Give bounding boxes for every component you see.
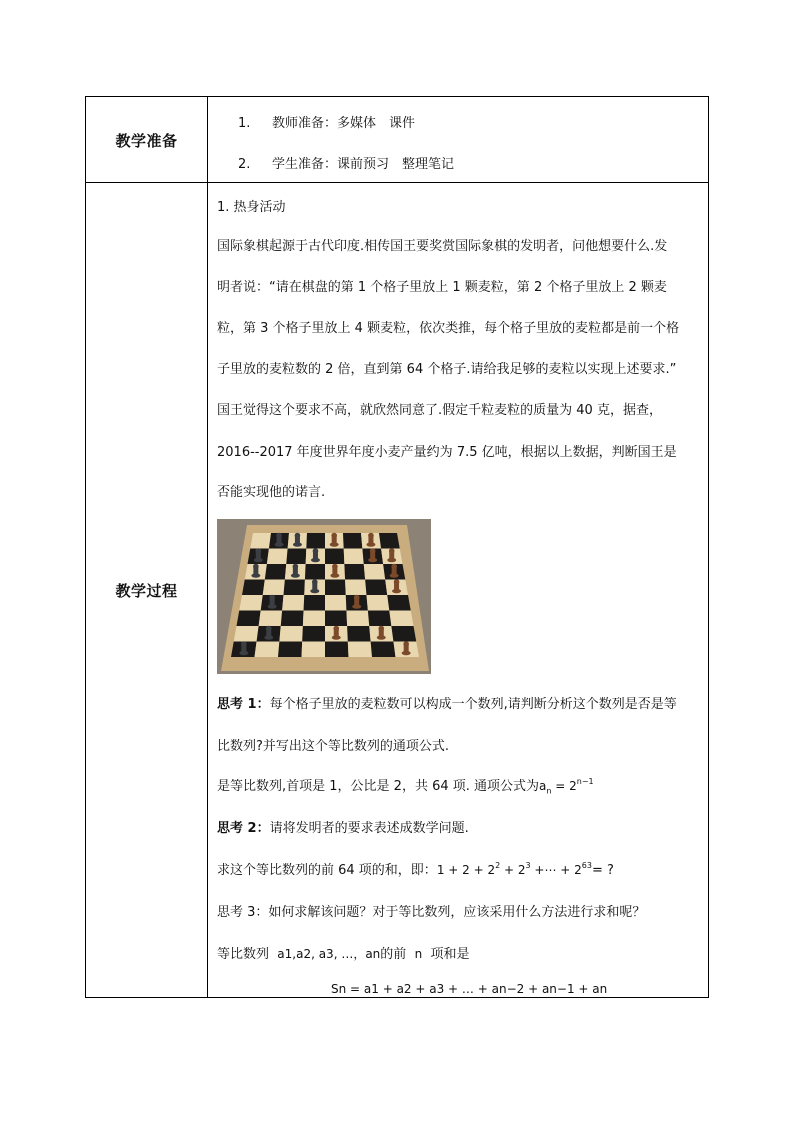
think-3-label: 思考 3： bbox=[217, 905, 269, 920]
row-divider bbox=[86, 182, 708, 183]
think-3-line bbox=[217, 901, 645, 920]
answer-1-line bbox=[217, 775, 594, 795]
prep-item-teacher bbox=[238, 112, 415, 131]
paragraph-line: 否能实现他的诺言. bbox=[217, 485, 326, 500]
think-2-line bbox=[217, 817, 469, 836]
chess-board-image bbox=[217, 519, 431, 674]
answer-1-text: 是等比数列,首项是 1，公比是 2，共 64 项. 通项公式为 bbox=[217, 779, 540, 794]
paragraph-line: 粒，第 3 个格子里放上 4 颗麦粒，依次类推，每个格子里放的麦粒都是前一个格 bbox=[217, 321, 680, 336]
sequence-terms: a1,a2, a3, …，an bbox=[277, 947, 381, 961]
lesson-table bbox=[85, 96, 709, 998]
prep-item-student bbox=[238, 153, 454, 172]
think-2-label: 思考 2： bbox=[217, 821, 270, 836]
prep-label: 教学准备 bbox=[115, 132, 178, 150]
paragraph-line: 国际象棋起源于古代印度.相传国王要奖赏国际象棋的发明者，问他想要什么.发 bbox=[217, 239, 668, 254]
answer-2-text: 求这个等比数列的前 64 项的和，即： bbox=[217, 863, 437, 878]
answer-2-line bbox=[217, 859, 614, 878]
think-1-line bbox=[217, 693, 677, 712]
paragraph-line: 子里放的麦粒数的 2 倍，直到第 64 个格子.请给我足够的麦粒以实现上述要求.” bbox=[217, 362, 677, 377]
prep-item-number: 2. bbox=[238, 157, 251, 172]
think-3-text: 如何求解该问题？对于等比数列，应该采用什么方法进行求和呢？ bbox=[268, 905, 646, 920]
think-1-line-2: 比数列?并写出这个等比数列的通项公式. bbox=[217, 739, 450, 754]
paragraph-line: 国王觉得这个要求不高，就欣然同意了.假定千粒麦粒的质量为 40 克，据查， bbox=[217, 403, 662, 418]
sum-question: = ? bbox=[591, 863, 614, 878]
sum-expression: $1 + 2 + 2^2 + 2^3$ +⋯ + $2^{63}$ bbox=[436, 861, 592, 877]
paragraph-line: 2016--2017 年度世界年度小麦产量约为 7.5 亿吨，根据以上数据，判断国王是 bbox=[217, 445, 677, 460]
column-divider bbox=[207, 97, 208, 997]
general-term-formula: $a_n = 2^{n-1}$ bbox=[539, 777, 594, 796]
sum-formula: Sn = a1 + a2 + a3 + … + an−2 + an−1 + an bbox=[331, 982, 608, 996]
process-label: 教学过程 bbox=[115, 582, 178, 600]
sum-intro-line: 等比数列 a1,a2, a3, …，an的前 n 项和是 bbox=[217, 947, 470, 962]
prep-item-text: 学生准备：课前预习 整理笔记 bbox=[272, 157, 455, 172]
prep-item-number: 1. bbox=[238, 116, 251, 131]
think-1-label: 思考 1： bbox=[217, 697, 270, 712]
think-2-text: 请将发明者的要求表述成数学问题. bbox=[269, 821, 469, 836]
prep-item-text: 教师准备：多媒体 课件 bbox=[272, 116, 416, 131]
think-1-text: 每个格子里放的麦粒数可以构成一个数列,请判断分析这个数列是否是等 bbox=[269, 697, 677, 712]
paragraph-line: 明者说：“请在棋盘的第 1 个格子里放上 1 颗麦粒，第 2 个格子里放上 2 颗麦 bbox=[217, 280, 667, 295]
section-heading: 1. 热身活动 bbox=[217, 200, 286, 215]
